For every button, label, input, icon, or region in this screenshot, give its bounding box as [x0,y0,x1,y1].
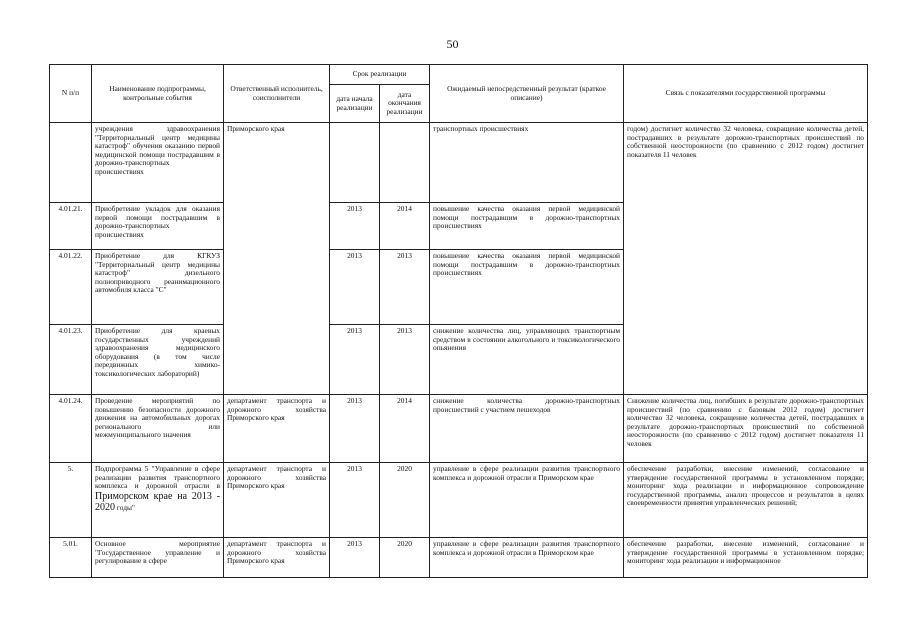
row-result: снижение количества лиц, управляющих транспортным средством в состоянии алкогольного и токсикологического опьянения [430,325,624,395]
table-row [50,538,868,578]
row-link: годом) достигнет количество 32 человека, сокращение количества детей, пострадавших в результате дорожно-транспортных происшествий по собственной неосторожности (по сравнению с 2012 годом) достигнет показателя 11 человек [624,123,868,203]
row-num: 4.01.22. [50,250,92,325]
row-name: Приобретение укладок для оказания первой помощи пострадавшим в дорожно-транспортных происшествиях [92,203,224,250]
row-start: 2013 [330,395,380,463]
row-result: снижение количества дорожно-транспортных происшествий с участием пешеходов [430,395,624,463]
table-row [50,203,868,250]
row-start [330,123,380,203]
row-num: 4.01.23. [50,325,92,395]
row-end: 2013 [380,250,430,325]
row-num: 5.01. [50,538,92,578]
row-num: 4.01.24. [50,395,92,463]
row-start: 2013 [330,538,380,578]
row-start: 2013 [330,463,380,538]
row-responsible: Приморского края [224,123,330,203]
row-name [92,463,224,538]
row-result: транспортных происшествиях [430,123,624,203]
row-num [50,123,92,203]
row-end: 2014 [380,395,430,463]
row-name: Проведение мероприятий по повышению безопасности дорожного движения на автомобильных дорогах регионального или межмуниципального значения [92,395,224,463]
header-name: Наименование подпрограммы, контрольные события [92,65,224,123]
subprogram-title-emphasis: Приморском крае на 2013 - 2020 [95,490,220,513]
row-link [624,250,868,325]
row-start: 2013 [330,203,380,250]
table-row [50,325,868,395]
page-number: 50 [446,37,459,51]
row-start: 2013 [330,250,380,325]
row-link: обеспечение разработки, внесение изменений, согласование и утверждение государственной программы в установленном порядке; мониторинг хода реализации и информационное [624,538,868,578]
header-num: N п/п [50,65,92,123]
row-result: управление в сфере реализации развития транспортного комплекса и дорожной отрасли в Приморском крае [430,538,624,578]
table-row [50,395,868,463]
program-table [49,64,868,578]
table-row [50,250,868,325]
row-name: учреждения здравоохранения "Территориальный центр медицины катастроф" обучения оказанию первой медицинской помощи пострадавшим в дорожно-транспортных происшествиях [92,123,224,203]
row-responsible: департамент транспорта и дорожного хозяйства Приморского края [224,395,330,463]
row-end: 2014 [380,203,430,250]
row-responsible: департамент транспорта и дорожного хозяйства Приморского края [224,463,330,538]
row-link [624,325,868,395]
row-name: Основное мероприятие "Государственное управление и регулирование в сфере [92,538,224,578]
row-responsible [224,250,330,325]
row-responsible [224,325,330,395]
row-name: Приобретение для КГКУЗ "Территориальный центр медицины катастроф" дизельного полноприводного реанимационного автомобиля класса "С" [92,250,224,325]
table-header [50,65,868,123]
row-name: Приобретение для краевых государственных учреждений здравоохранения медицинского оборудования (в том числе передвижных химико-токсикологических лабораторий) [92,325,224,395]
subprogram-title: Подпрограмма 5 "Управление в сфере реализации развития транспортного комплекса и дорожной отрасли в [95,464,220,491]
header-period: Срок реализации [330,65,430,85]
row-num: 5. [50,463,92,538]
row-responsible [224,203,330,250]
row-end: 2020 [380,463,430,538]
header-start: дата начала реализации [330,85,380,123]
header-link: Связь с показателями государственной программы [624,65,868,123]
row-result: управление в сфере реализации развития транспортного комплекса и дорожной отрасли в Приморском крае [430,463,624,538]
row-link: обеспечение разработки, внесение изменений, согласование и утверждение государственной программы в установленном порядке; мониторинг хода реализации и информационное сопровождение государственной программы, анализ процессов и результатов в целях своевременности принятия управленческих решений; [624,463,868,538]
row-end: 2013 [380,325,430,395]
row-end: 2020 [380,538,430,578]
row-result: повышение качества оказания первой медицинской помощи пострадавшим в дорожно-транспортных происшествиях [430,203,624,250]
row-end [380,123,430,203]
header-end: дата окончания реализации [380,85,430,123]
header-result: Ожидаемый непосредственный результат (краткое описание) [430,65,624,123]
row-num: 4.01.21. [50,203,92,250]
row-responsible: департамент транспорта и дорожного хозяйства Приморского края [224,538,330,578]
row-link [624,203,868,250]
row-start: 2013 [330,325,380,395]
row-link: Снижение количества лиц, погибших в результате дорожно-транспортных происшествий (по сравнению с базовым 2012 годом) достигнет количество 32 человека, сокращение количества детей, пострадавших в результате дорожно-транспортных происшествий по собственной неосторожности (по сравнению с 2012 годом) достигнет показателя 11 человек [624,395,868,463]
table-row [50,123,868,203]
subprogram-title-end: годы" [116,502,135,512]
header-responsible: Ответственный исполнитель, соисполнители [224,65,330,123]
row-result: повышение качества оказания первой медицинской помощи пострадавшим в дорожно-транспортных происшествиях [430,250,624,325]
table-row [50,463,868,538]
